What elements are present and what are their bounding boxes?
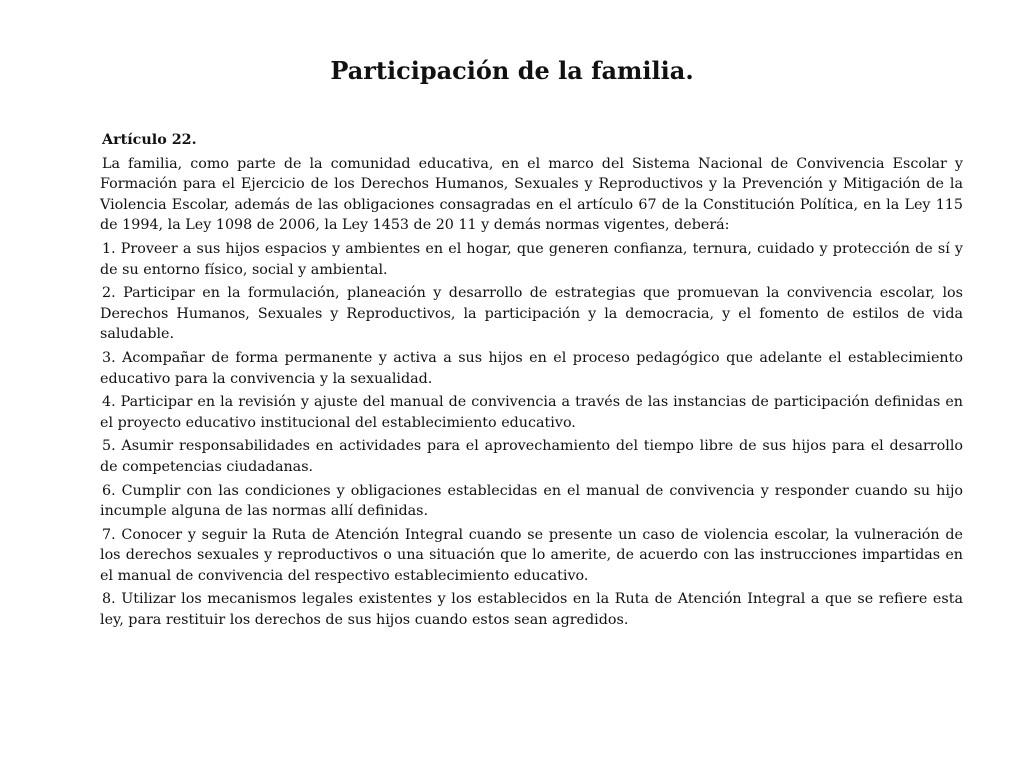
list-item: 8. Utilizar los mecanismos legales existentes y los establecidos en la Ruta de Atención Integral a que se refiere esta ley, para restituir los derechos de sus hijos cuando estos sean agredidos. <box>100 591 963 629</box>
list-item: 6. Cumplir con las condiciones y obligaciones establecidas en el manual de convivencia y responder cuando su hijo incumple alguna de las normas allí definidas. <box>100 482 963 520</box>
article-intro: La familia, como parte de la comunidad educativa, en el marco del Sistema Nacional de Convivencia Escolar y Formación para el Ejercicio de los Derechos Humanos, Sexuales y Reproductivos y la Prevención y Mitigación de la Violencia Escolar, además de las obligaciones consagradas en el artículo 67 de la Constitución Política, en la Ley 115 de 1994, la Ley 1098 de 2006, la Ley 1453 de 20 11 y demás normas vigentes, deberá: <box>100 155 963 234</box>
article-body <box>100 130 963 634</box>
list-item: 2. Participar en la formulación, planeación y desarrollo de estrategias que promuevan la convivencia escolar, los Derechos Humanos, Sexuales y Reproductivos, la participación y la democracia, y el fomento de estilos de vida saludable. <box>100 285 963 343</box>
list-item: 1. Proveer a sus hijos espacios y ambientes en el hogar, que generen confianza, ternura, cuidado y protección de sí y de su entorno físico, social y ambiental. <box>100 240 963 278</box>
article-heading: Artículo 22. <box>102 132 197 148</box>
list-item: 4. Participar en la revisión y ajuste del manual de convivencia a través de las instancias de participación definidas en el proyecto educativo institucional del establecimiento educativo. <box>100 394 963 431</box>
list-item: 5. Asumir responsabilidades en actividades para el aprovechamiento del tiempo libre de sus hijos para el desarrollo de competencias ciudadanas. <box>100 438 963 475</box>
page-title: Participación de la familia. <box>330 56 694 85</box>
list-item: 3. Acompañar de forma permanente y activa a sus hijos en el proceso pedagógico que adelante el establecimiento educativo para la convivencia y la sexualidad. <box>100 349 963 387</box>
list-item: 7. Conocer y seguir la Ruta de Atención Integral cuando se presente un caso de violencia escolar, la vulneración de los derechos sexuales y reproductivos o una situación que lo amerite, de acuerdo con las instrucciones impartidas en el manual de convivencia del respectivo establecimiento educativo. <box>100 526 963 584</box>
